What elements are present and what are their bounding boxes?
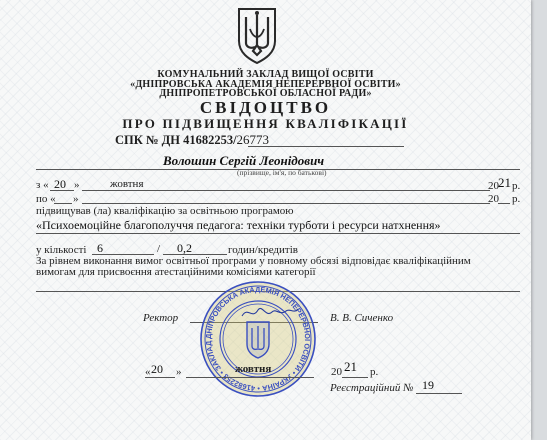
issue-month: жовтня (235, 363, 272, 375)
rector-label: Ректор (143, 312, 179, 324)
issue-month-underline (186, 377, 314, 378)
issue-day-underline (145, 377, 175, 378)
issue-day: 20 (151, 362, 163, 376)
rector-name: В. В. Сиченко (330, 312, 394, 324)
document-subtitle: ПРО ПІДВИЩЕННЯ КВАЛІФІКАЦІЇ (122, 116, 409, 131)
issue-year-suffix: р. (370, 366, 379, 378)
issue-day-open: « (145, 366, 151, 378)
from-month: жовтня (110, 178, 144, 190)
to-day-underline (54, 203, 72, 204)
from-year: 21 (498, 175, 511, 190)
to-year-suffix: р. (512, 193, 521, 205)
registration-number: 19 (422, 378, 434, 392)
registration-underline (416, 393, 462, 394)
issue-year-prefix: 20 (331, 366, 342, 378)
certificate-number-underline (248, 146, 404, 147)
to-year-prefix: 20 (488, 193, 499, 205)
to-month-underline (82, 203, 490, 204)
to-prefix: по « (36, 193, 56, 205)
org-name-line-1: КОМУНАЛЬНИЙ ЗАКЛАД ВИЩОЇ ОСВІТИ (157, 69, 374, 80)
certificate-number-label: СПК № ДН 41682253/ (115, 133, 237, 147)
statement-line-1: За рівнем виконання вимог освітньої програми у повному обсязі відповідає кваліфікаційним (36, 255, 471, 267)
program-name-underline (36, 233, 520, 234)
issue-day-close: » (176, 366, 182, 378)
person-name-hint: (прізвище, ім'я, по батькові) (237, 168, 327, 177)
from-close: » (74, 179, 80, 191)
to-year-underline (498, 203, 510, 204)
official-stamp-seal (199, 280, 317, 398)
rector-signature (240, 302, 300, 322)
from-month-underline (82, 190, 490, 191)
document-title: СВІДОЦТВО (199, 98, 332, 117)
person-name: Волошин Сергій Леонідович (163, 153, 325, 168)
program-name: «Психоемоційне благополуччя педагога: техніки турботи і ресурси натхнення» (36, 218, 441, 232)
certificate-number (115, 132, 269, 148)
stamp-trident-icon (247, 322, 269, 358)
registration-label: Реєстраційний № (330, 382, 414, 394)
to-close: » (73, 193, 79, 205)
certificate-number-value: 26773 (236, 132, 270, 147)
volume-hours: 6 (97, 241, 103, 255)
from-year-prefix: 20 (488, 180, 499, 192)
org-name-line-3: ДНІПРОПЕТРОВСЬКОЇ ОБЛАСНОЇ РАДИ» (159, 88, 372, 99)
org-name-line-2: «ДНІПРОВСЬКА АКАДЕМІЯ НЕПЕРЕРВНОЇ ОСВІТИ» (130, 79, 401, 90)
trident-coat-of-arms-icon (233, 5, 281, 65)
program-intro: підвищував (ла) кваліфікацію за освітньою програмою (36, 205, 294, 217)
statement-line-2: вимогам для присвоєння атестаційними комісіями категорії (36, 266, 316, 278)
volume-unit: годин/кредитів (228, 244, 298, 256)
issue-year-underline (342, 377, 368, 378)
from-day: 20 (54, 177, 66, 191)
from-prefix: з « (36, 179, 49, 191)
issue-year: 21 (344, 359, 357, 374)
volume-label: у кількості (36, 244, 87, 256)
stamp-ring-text: ДНІПРОВСЬКА АКАДЕМІЯ НЕПЕРЕРВНОЇ ОСВІТИ • УКРАЇНА • 41682253 • ЗАКЛАД (203, 284, 313, 394)
volume-credits: 0,2 (177, 241, 192, 255)
volume-separator: / (157, 243, 161, 255)
from-year-suffix: р. (512, 180, 521, 192)
from-day-underline (50, 190, 74, 191)
